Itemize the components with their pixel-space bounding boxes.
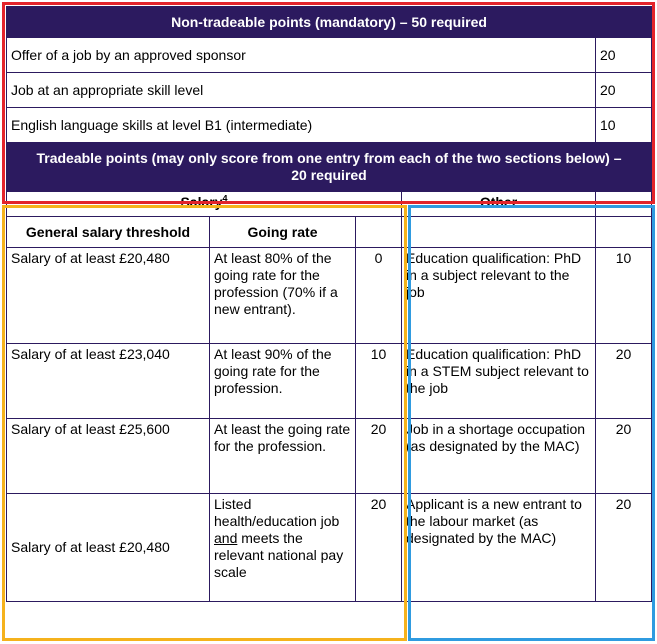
salary-footnote-marker: 4 (222, 193, 228, 204)
going-rate-text-post: meets the relevant national pay scale (214, 530, 344, 580)
salary-threshold: Salary of at least £25,600 (7, 419, 210, 494)
salary-points: 20 (356, 419, 402, 494)
salary-row (7, 494, 652, 602)
mandatory-points: 20 (596, 38, 652, 73)
salary-going-rate (210, 494, 356, 602)
col-other-points-header (596, 217, 652, 248)
col-other-header (402, 217, 596, 248)
going-rate-text-underlined: and (214, 530, 238, 546)
salary-threshold: Salary of at least £20,480 (7, 248, 210, 344)
tradeable-header: Tradeable points (may only score from one entry from each of the two sections below) – 20 required (7, 143, 652, 192)
salary-threshold: Salary of at least £20,480 (7, 494, 210, 602)
col-going-rate-header: Going rate (210, 217, 356, 248)
other-points: 20 (596, 494, 652, 602)
other-label: Applicant is a new entrant to the labour market (as designated by the MAC) (402, 494, 596, 602)
mandatory-points: 20 (596, 73, 652, 108)
other-points: 20 (596, 419, 652, 494)
mandatory-points: 10 (596, 108, 652, 143)
other-points: 10 (596, 248, 652, 344)
mandatory-label: English language skills at level B1 (intermediate) (7, 108, 596, 143)
salary-going-rate: At least 80% of the going rate for the profession (70% if a new entrant). (210, 248, 356, 344)
points-table (6, 6, 652, 602)
mandatory-header: Non-tradeable points (mandatory) – 50 required (7, 7, 652, 38)
salary-row (7, 248, 652, 344)
mandatory-label: Job at an appropriate skill level (7, 73, 596, 108)
section-title-row (7, 192, 652, 217)
col-threshold-header: General salary threshold (7, 217, 210, 248)
salary-points: 10 (356, 344, 402, 419)
other-title: Other (402, 192, 596, 217)
column-header-row (7, 217, 652, 248)
salary-points: 0 (356, 248, 402, 344)
salary-title (7, 192, 402, 217)
salary-threshold: Salary of at least £23,040 (7, 344, 210, 419)
other-points: 20 (596, 344, 652, 419)
mandatory-row (7, 73, 652, 108)
mandatory-row (7, 38, 652, 73)
salary-going-rate: At least the going rate for the profession. (210, 419, 356, 494)
col-salary-points-header (356, 217, 402, 248)
mandatory-label: Offer of a job by an approved sponsor (7, 38, 596, 73)
other-label: Education qualification: PhD in a STEM subject relevant to the job (402, 344, 596, 419)
mandatory-row (7, 108, 652, 143)
salary-row (7, 419, 652, 494)
salary-points: 20 (356, 494, 402, 602)
salary-going-rate: At least 90% of the going rate for the profession. (210, 344, 356, 419)
other-label: Job in a shortage occupation (as designated by the MAC) (402, 419, 596, 494)
other-title-spacer (596, 192, 652, 217)
other-label: Education qualification: PhD in a subject relevant to the job (402, 248, 596, 344)
tradeable-header-row (7, 143, 652, 192)
salary-row (7, 344, 652, 419)
mandatory-header-row (7, 7, 652, 38)
going-rate-text-pre: Listed health/education job (214, 496, 340, 529)
salary-title-text: Salary (180, 194, 223, 210)
